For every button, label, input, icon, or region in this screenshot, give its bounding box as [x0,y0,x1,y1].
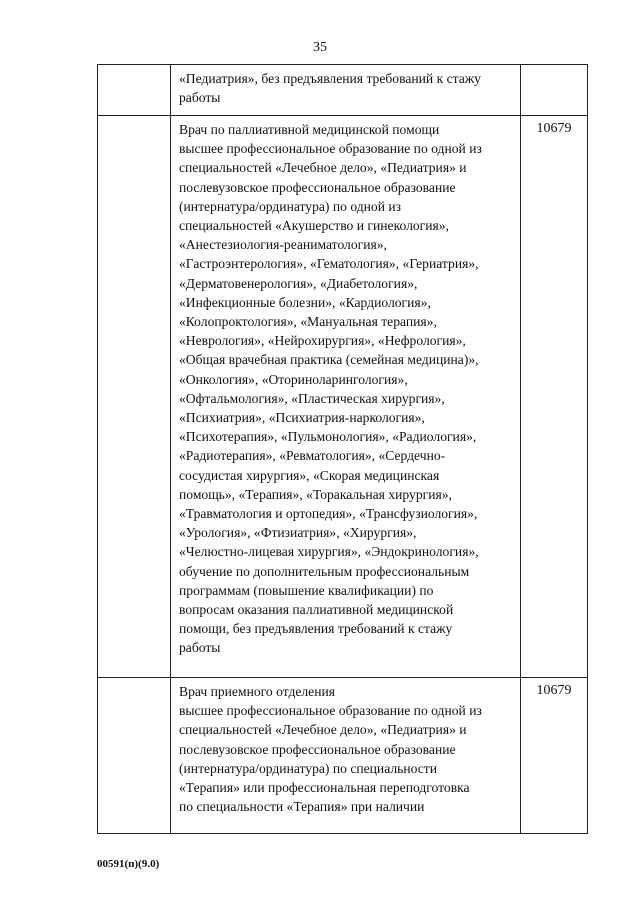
document-code: 00591(п)(9.0) [97,858,160,870]
text-line: по специальности «Терапия» при наличии [179,799,425,815]
text-line: вопросам оказания паллиативной медицинской [179,602,454,618]
salary-cell [521,65,588,116]
text-line: послевузовское профессиональное образование [179,741,456,757]
text-line: специальностей «Акушерство и гинекология», [179,218,449,234]
text-line: послевузовское профессиональное образование [179,179,456,195]
text-line: специальностей «Лечебное дело», «Педиатрия» и [179,722,467,738]
text-line: «Гастроэнтерология», «Гематология», «Гериатрия», [179,256,479,272]
text-line: работы [179,640,221,656]
qualification-cell [171,678,521,834]
text-line: «Онкология», «Оториноларингология», [179,371,408,387]
text-line: Врач приемного отделения [179,684,336,699]
empty-cell [98,65,171,116]
text-line: (интернатура/ординатура) по одной из [179,198,402,214]
empty-cell [98,116,171,678]
text-line: «Дерматовенерология», «Диабетология», [179,275,418,291]
text-line: «Психиатрия», «Психиатрия-наркология», [179,410,425,426]
text-line: (интернатура/ординатура) по специальности [179,760,438,776]
text-line: «Неврология», «Нейрохирургия», «Нефрология», [179,333,466,349]
qualification-text [171,116,520,662]
salary-cell [521,116,588,678]
text-line: специальностей «Лечебное дело», «Педиатрия» и [179,160,467,176]
qualification-text [171,65,520,111]
text-line: «Урология», «Фтизиатрия», «Хирургия», [179,525,417,541]
text-line: «Травматология и ортопедия», «Трансфузиология», [179,506,478,522]
text-line: помощи, без предъявления требований к стажу [179,621,453,637]
text-line: «Инфекционные болезни», «Кардиология», [179,294,431,310]
text-line: «Психотерапия», «Пульмонология», «Радиология», [179,429,477,445]
qualification-text [171,678,520,820]
qualification-table [97,64,588,834]
table-row [98,678,588,834]
text-line: помощь», «Терапия», «Торакальная хирургия», [179,486,452,502]
text-line: обучение по дополнительным профессиональным [179,563,470,579]
text-line: высшее профессиональное образование по одной из [179,141,482,157]
text-line: «Колопроктология», «Мануальная терапия», [179,314,437,330]
text-line: Врач по паллиативной медицинской помощи [179,122,440,137]
text-line: «Радиотерапия», «Ревматология», «Сердечно- [179,448,446,464]
text-line: работы [179,90,221,106]
salary-value: 10679 [536,121,572,136]
text-line: программам (повышение квалификации) по [179,582,434,598]
salary-value: 10679 [536,683,572,698]
text-line: «Офтальмология», «Пластическая хирургия», [179,390,445,406]
text-line: «Челюстно-лицевая хирургия», «Эндокринология», [179,544,479,560]
empty-cell [98,678,171,834]
salary-cell [521,678,588,834]
qualification-cell [171,65,521,116]
text-line: «Терапия» или профессиональная переподготовка [179,780,470,796]
text-line: «Анестезиология-реаниматология», [179,237,387,253]
page-number: 35 [313,40,327,55]
table-row [98,65,588,116]
text-line: «Общая врачебная практика (семейная медицина)», [179,352,479,368]
qualification-cell [171,116,521,678]
table-row [98,116,588,678]
text-line: сосудистая хирургия», «Скорая медицинская [179,467,440,483]
salary-value [521,65,587,70]
text-line: «Педиатрия», без предъявления требований к стажу [179,71,481,86]
text-line: высшее профессиональное образование по одной из [179,703,482,719]
